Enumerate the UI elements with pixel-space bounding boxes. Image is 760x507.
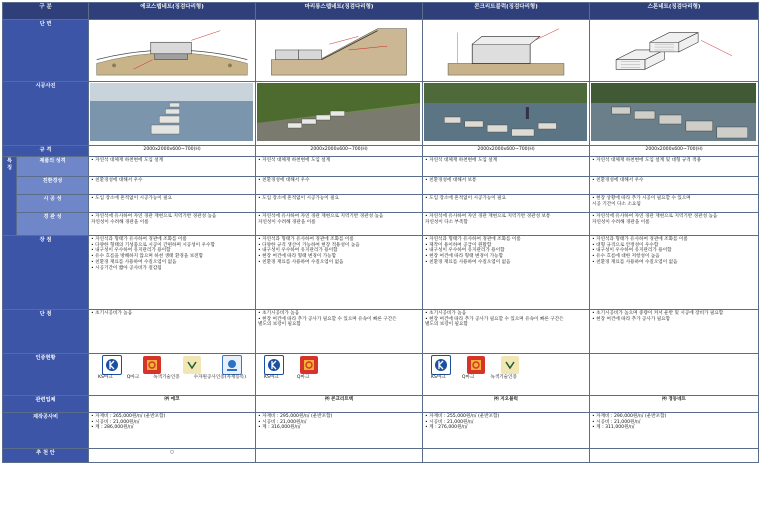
section-label: 단 면: [3, 20, 89, 82]
cert-caption: KS마크: [431, 375, 446, 380]
feature-2-3: • 도입 장소에 흔적없이 시공가능이 필요: [256, 195, 423, 213]
product-name-2: 마리롱스텝네트(징검다리형): [256, 3, 423, 20]
disadvantages-label: 단 점: [3, 310, 89, 354]
comparison-table: [2, 2, 759, 463]
stepping-stone-photo-icon: [591, 83, 756, 141]
feature-2-4: • 자연석에 유사하여 자연 경관 재현으로 지역기반 경관성 높음 자연성이 수려해 경관을 이룸: [256, 213, 423, 236]
photo-2: [256, 82, 423, 146]
cost-2: • 자재비 : 295,000원/㎥ (운반포함) • 시공비 : 21,000원/㎥ • 계 : 316,000원/㎥: [256, 413, 423, 449]
slope-section-drawing-icon: [259, 21, 419, 77]
feature-group-label: 특 징: [3, 157, 17, 236]
section-drawing-3: [423, 20, 590, 82]
feature-3-1: • 자연석 대체재 하천변에 도입 설계: [423, 157, 590, 177]
feature-label-4: 경 관 성: [17, 213, 89, 236]
supplier-label: 관련업체: [3, 396, 89, 413]
spec-2: 2000x2000x600~700(H): [256, 146, 423, 157]
spec-3: 2000x2000x600~700(H): [423, 146, 590, 157]
cost-row: [3, 413, 759, 449]
recommend-2: [256, 449, 423, 463]
feature-2-2: • 친환경성에 대해서 우수: [256, 177, 423, 195]
certification-1: [89, 354, 256, 396]
recommend-1: ○: [89, 449, 256, 463]
feature-3-3: • 도입 장소에 흔적없이 시공가능이 필요: [423, 195, 590, 213]
feature-4-3: • 현장 상황에 따라 추가 시공이 필요할 수 있으며 시공 기간이 다소 소요됨: [590, 195, 759, 213]
advantages-3: • 자연석과 형태가 유사하여 경관에 조화를 이룸 • 제작이 용이하여 공급이 원활함 • 내구성이 우수하여 유지관리가 용이함 • 현장 여건에 따라 형태 변경이 가능함 • 친환경 재료를 사용하여 수질오염이 없음: [423, 236, 590, 310]
feature-row-1: [3, 157, 759, 177]
feature-4-2: • 친환경성에 대해서 우수: [590, 177, 759, 195]
feature-2-1: • 자연석 대체재 하천변에 도입 설계: [256, 157, 423, 177]
feature-1-2: • 친환경성에 대해서 우수: [89, 177, 256, 195]
certification-label: 인증현황: [3, 354, 89, 396]
feature-4-4: • 자연석에 유사하여 자연 경관 재현으로 지역기반 경관성 높음 자연성이 수려해 경관을 이룸: [590, 213, 759, 236]
q-mark-icon: [300, 356, 318, 374]
ks-mark-icon: [102, 355, 122, 375]
photo-1: [89, 82, 256, 146]
cost-1: • 자재비 : 265,000원/㎥ (운반포함) • 시공비 : 21,000원/㎥ • 계 : 286,000원/㎥: [89, 413, 256, 449]
advantages-label: 장 점: [3, 236, 89, 310]
cert-caption: Q마크: [461, 375, 475, 380]
stone-net-drawing-icon: [594, 21, 754, 77]
block-section-drawing-icon: [426, 21, 586, 77]
cost-label: 제작공사비: [3, 413, 89, 449]
disadvantages-1: • 초기시공비가 높음: [89, 310, 256, 354]
cert-caption: 수자원공사인증(자재등록): [193, 375, 247, 380]
disadvantages-2: • 초기시공비가 높음 • 현장 여건에 따라 추가 공사가 필요할 수 있으며 유속이 빠른 구간은 별도의 보강이 필요함: [256, 310, 423, 354]
product-name-1: 에코스텝네트(징검다리형): [89, 3, 256, 20]
cert-caption: 녹색기술인증: [490, 375, 517, 380]
river-photo-icon: [90, 83, 253, 141]
photo-row: [3, 82, 759, 146]
supplier-2: ㈜ 콘크리트텍: [256, 396, 423, 413]
section-row: [3, 20, 759, 82]
certification-row: [3, 354, 759, 396]
cost-4: • 자재비 : 290,000원/㎥ (운반포함) • 시공비 : 21,000원/㎥ • 계 : 311,000원/㎥: [590, 413, 759, 449]
section-drawing-1: [89, 20, 256, 82]
category-label: 구 분: [3, 3, 89, 20]
feature-1-3: • 도입 장소에 흔적없이 시공가능이 필요: [89, 195, 256, 213]
product-name-3: 콘크리트블럭(징검다리형): [423, 3, 590, 20]
slope-photo-icon: [257, 83, 420, 141]
spec-4: 2000x2000x600~700(H): [590, 146, 759, 157]
advantages-1: • 자연석과 형태가 유사하여 경관에 조화를 이룸 • 다양한 형태의 기성품으로 시공이 간편하며 시공성이 우수함 • 내구성이 우수하여 유지관리가 용이함 • 유수 흐름을 방해하지 않으며 하천 생태 환경을 보전함 • 친환경 재료를 사용하여 수질오염이 없음 • 시공기간이 짧아 공사비가 절감됨: [89, 236, 256, 310]
spec-1: 2000x2000x600~700(H): [89, 146, 256, 157]
supplier-4: ㈜ 경동네트: [590, 396, 759, 413]
feature-1-4: • 자연석에 유사하여 자연 경관 재현으로 지역기반 경관성 높음 자연성이 수려해 경관을 이룸: [89, 213, 256, 236]
kwater-mark-icon: [222, 355, 242, 375]
photo-4: [590, 82, 759, 146]
green-tech-mark-icon: [501, 356, 519, 374]
recommend-label: 추 천 안: [3, 449, 89, 463]
feature-label-1: 제품의 성격: [17, 157, 89, 177]
advantages-4: • 자연석과 형태가 유사하여 경관에 조화를 이룸 • 대형 규격으로 안정성이 우수함 • 내구성이 우수하여 유지관리가 용이함 • 유수 흐름에 대한 저항성이 높음 • 친환경 재료를 사용하여 수질오염이 없음: [590, 236, 759, 310]
disadvantages-3: • 초기시공비가 높음 • 현장 여건에 따라 추가 공사가 필요할 수 있으며 유속이 빠른 구간은 별도의 보강이 필요함: [423, 310, 590, 354]
supplier-1: ㈜ 에코: [89, 396, 256, 413]
feature-row-2: [3, 177, 759, 195]
product-name-4: 스톤네트(징검다리형): [590, 3, 759, 20]
cert-caption: KS마크: [264, 375, 279, 380]
photo-label: 시공사진: [3, 82, 89, 146]
feature-3-4: • 자연석에 유사하여 자연 경관 재현으로 지역기반 경관성 보통 자연성이 다소 부족함: [423, 213, 590, 236]
header-row: [3, 3, 759, 20]
cert-caption: KS마크: [97, 375, 113, 380]
green-tech-mark-icon: [183, 356, 201, 374]
section-drawing-4: [590, 20, 759, 82]
certification-4: [590, 354, 759, 396]
q-mark-icon: [143, 356, 161, 374]
recommend-3: [423, 449, 590, 463]
recommend-4: [590, 449, 759, 463]
disadvantages-4: • 초기시공비가 높으며 중량이 커서 운반 및 시공에 장비가 필요함 • 현장 여건에 따라 추가 공사가 필요함: [590, 310, 759, 354]
cost-3: • 자재비 : 255,000원/㎥ (운반포함) • 시공비 : 21,000원/㎥ • 계 : 276,000원/㎥: [423, 413, 590, 449]
stream-photo-icon: [424, 83, 587, 141]
advantages-row: [3, 236, 759, 310]
advantages-2: • 자연석과 형태가 유사하여 경관에 조화를 이룸 • 다양한 규격 생산이 가능하여 현장 적용성이 높음 • 내구성이 우수하여 유지관리가 용이함 • 현장 여건에 따라 형태 변경이 가능함 • 친환경 재료를 사용하여 수질오염이 없음: [256, 236, 423, 310]
section-drawing-2: [256, 20, 423, 82]
photo-3: [423, 82, 590, 146]
certification-3: [423, 354, 590, 396]
feature-row-4: [3, 213, 759, 236]
feature-label-3: 시 공 성: [17, 195, 89, 213]
cert-caption: 녹색기술인증: [153, 375, 180, 380]
feature-4-1: • 자연석 대체재 하천변에 도입 설계 및 대형 규격 적용: [590, 157, 759, 177]
q-mark-icon: [467, 356, 485, 374]
supplier-row: [3, 396, 759, 413]
cross-section-drawing-icon: [92, 21, 252, 77]
cert-caption: Q마크: [296, 375, 310, 380]
feature-3-2: • 친환경성에 대해서 보통: [423, 177, 590, 195]
cert-caption: Q마크: [126, 375, 140, 380]
ks-mark-icon: [264, 355, 284, 375]
spec-row: [3, 146, 759, 157]
disadvantages-row: [3, 310, 759, 354]
supplier-3: ㈜ 지오블럭: [423, 396, 590, 413]
ks-mark-icon: [431, 355, 451, 375]
feature-row-3: [3, 195, 759, 213]
certification-2: [256, 354, 423, 396]
feature-label-2: 친환경성: [17, 177, 89, 195]
feature-1-1: • 자연석 대체재 하천변에 도입 설계: [89, 157, 256, 177]
recommend-row: [3, 449, 759, 463]
spec-label: 규 격: [3, 146, 89, 157]
